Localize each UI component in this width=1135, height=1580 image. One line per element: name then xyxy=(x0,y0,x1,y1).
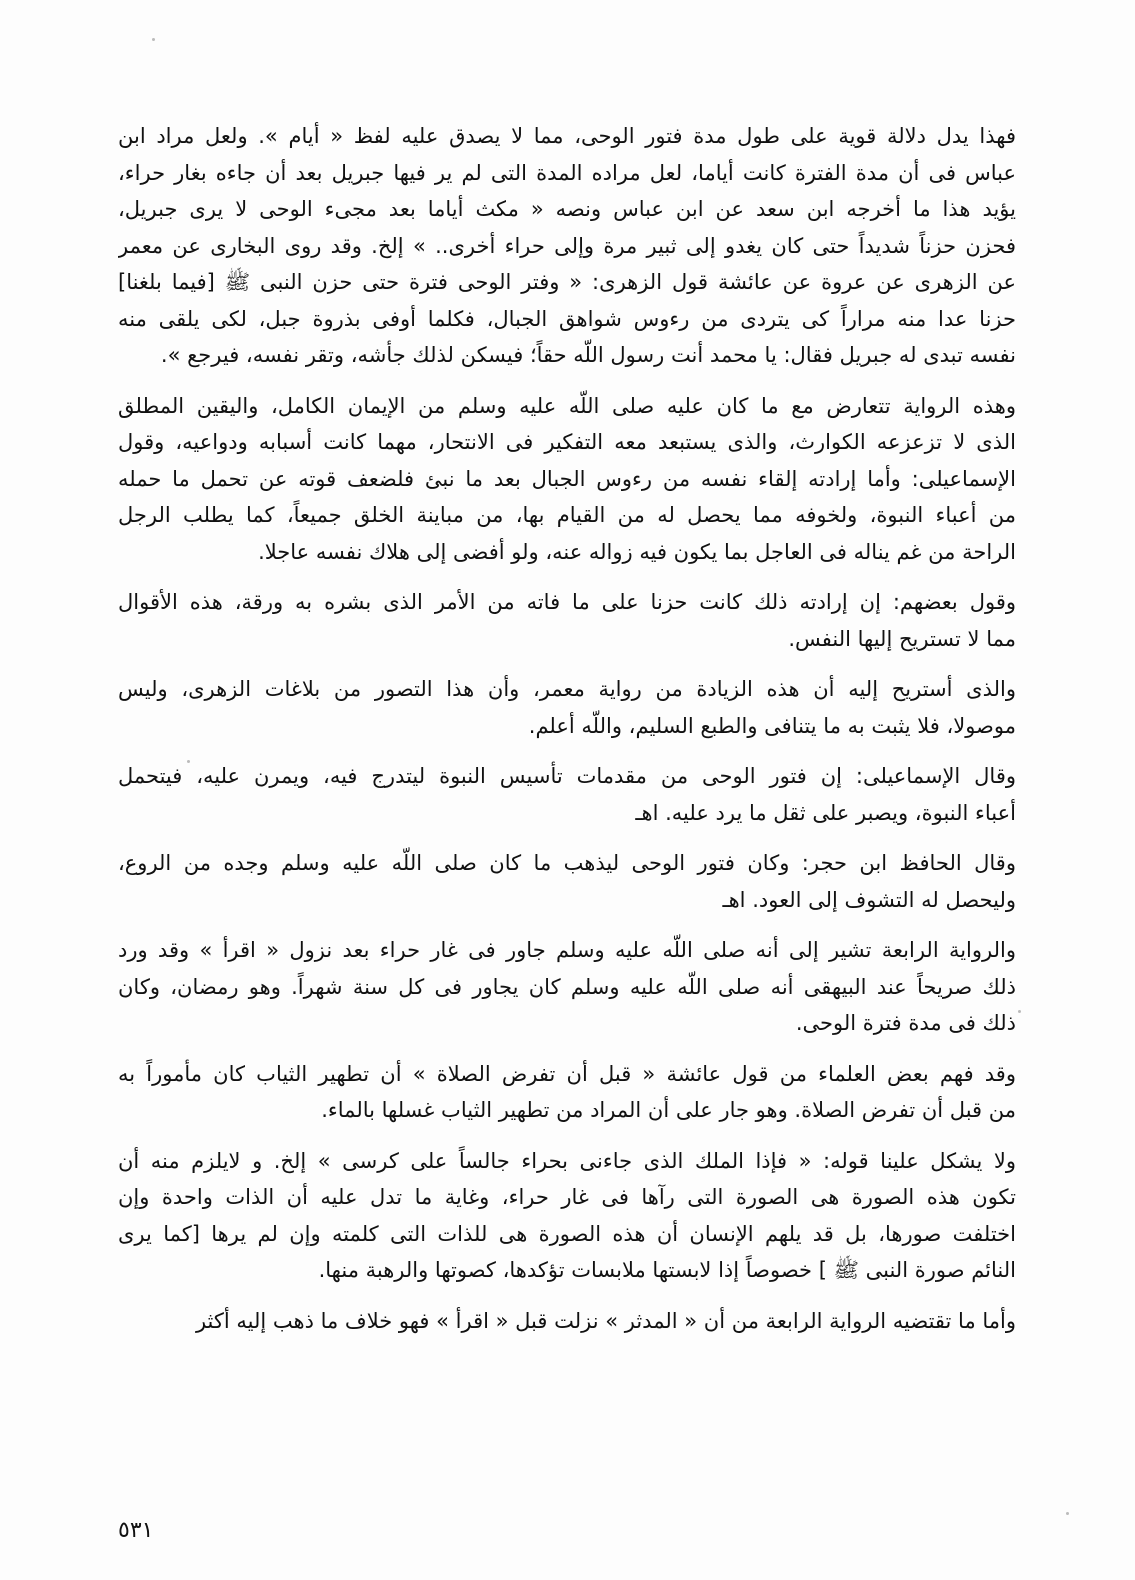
text-line: ولا يشكل علينا قوله: « فإذا الملك الذى جاءنى بحراء جالساً على كرسى » إلخ. و لايلزم منه أن xyxy=(118,1148,1016,1173)
text-line: فهذا يدل دلالة قوية على طول مدة فتور الوحى، مما لا يصدق عليه لفظ « أيام ». ولعل مراد ابن xyxy=(118,124,1016,148)
text-line: نفسه تبدى له جبريل فقال: يا محمد أنت رسول اللّه حقاً؛ فيسكن لذلك جأشه، وتقر نفسه، فيرجع ». xyxy=(160,343,1016,367)
text-line: وقال الإسماعيلى: إن فتور الوحى من مقدمات تأسيس النبوة ليتدرج فيه، ويمرن عليه، فيتحمل xyxy=(118,764,1016,788)
paragraph xyxy=(118,845,1016,918)
text-line: موصولا، فلا يثبت به ما يتنافى والطبع السليم، واللّه أعلم. xyxy=(528,713,1016,738)
text-line: عباس فى أن مدة الفترة كانت أياما، لعل مراده المدة التى لم ير فيها جبريل بعد أن جاءه بغار حراء، xyxy=(118,160,1016,185)
scan-speck xyxy=(1018,1010,1021,1013)
text-line: يؤيد هذا ما أخرجه ابن سعد عن ابن عباس ونصه « مكث أياما بعد مجىء الوحى لا يرى جبريل، xyxy=(118,197,1016,221)
text-line: وأما ما تقتضيه الرواية الرابعة من أن « المدثر » نزلت قبل « اقرأ » فهو خلاف ما ذهب إليه أكثر xyxy=(195,1308,1016,1333)
text-line: والرواية الرابعة تشير إلى أنه صلى اللّه عليه وسلم جاور فى غار حراء بعد نزول « اقرأ » وقد ورد xyxy=(118,938,1016,962)
text-line: وقول بعضهم: إن إرادته ذلك كانت حزنا على ما فاته من الأمر الذى بشره به ورقة، هذه الأقوال xyxy=(118,590,1016,614)
text-line: من أعباء النبوة، ولخوفه مما يحصل له من القيام بها، من مباينة الخلق جميعاً، كما يطلب الرجل xyxy=(118,503,1016,527)
body-text xyxy=(118,118,1016,1353)
paragraph xyxy=(118,388,1016,571)
text-line: وهذه الرواية تتعارض مع ما كان عليه صلى اللّه عليه وسلم من الإيمان الكامل، واليقين المطلق xyxy=(118,393,1016,418)
text-line: وليحصل له التشوف إلى العود. اهـ xyxy=(722,887,1016,912)
page-number: ٥٣١ xyxy=(118,1518,154,1543)
text-line: اختلفت صورها، بل قد يلهم الإنسان أن هذه الصورة هى للذات التى كلمته وإن لم يرها [كما يرى xyxy=(118,1221,1016,1246)
scan-speck xyxy=(152,38,155,41)
paragraph xyxy=(118,1056,1016,1129)
text-line: حزنا عدا منه مراراً كى يتردى من رءوس شواهق الجبال، فكلما أوفى بذروة جبل، لكى يلقى منه xyxy=(118,306,1016,331)
text-line: وقد فهم بعض العلماء من قول عائشة « قبل أن تفرض الصلاة » أن تطهير الثياب كان مأموراً به xyxy=(118,1061,1016,1086)
paragraph xyxy=(118,932,1016,1042)
text-line: وقال الحافظ ابن حجر: وكان فتور الوحى ليذهب ما كان صلى اللّه عليه وسلم وجده من الروع، xyxy=(118,851,1016,875)
paragraph xyxy=(118,584,1016,657)
text-line: أعباء النبوة، ويصبر على ثقل ما يرد عليه. اهـ xyxy=(635,800,1016,825)
scan-speck xyxy=(187,760,190,763)
text-line: النائم صورة النبى ﷺ ] خصوصاً إذا لابستها ملابسات تؤكدها، كصوتها والرهبة منها. xyxy=(318,1258,1016,1282)
paragraph xyxy=(118,671,1016,744)
text-line: مما لا تستريح إليها النفس. xyxy=(788,626,1016,651)
text-line: الذى لا تزعزعه الكوارث، والذى يستبعد معه التفكير فى الانتحار، مهما كانت أسبابه ودواعيه، وقول xyxy=(118,430,1016,454)
text-line: ذلك فى مدة فترة الوحى. xyxy=(795,1011,1016,1035)
text-line: والذى أستريح إليه أن هذه الزيادة من رواية معمر، وأن هذا التصور من بلاغات الزهرى، وليس xyxy=(118,677,1016,701)
text-line: الراحة من غم يناله فى العاجل بما يكون فيه زواله عنه، ولو أفضى إلى هلاك نفسه عاجلا. xyxy=(258,539,1016,564)
text-line: الإسماعيلى: وأما إرادته إلقاء نفسه من رءوس الجبال بعد ما نبئ فلضعف قوته عن تحمل ما حمله xyxy=(118,466,1016,491)
text-line: تكون هذه الصورة هى الصورة التى رآها فى غار حراء، وغاية ما تدل عليه أن الذات واحدة وإن xyxy=(118,1185,1016,1209)
text-line: عن الزهرى عن عروة عن عائشة قول الزهرى: « وفتر الوحى فترة حتى حزن النبى ﷺ [فيما بلغنا] xyxy=(118,270,1016,294)
scan-speck xyxy=(1066,1512,1069,1515)
text-line: من قبل أن تفرض الصلاة. وهو جار على أن المراد من تطهير الثياب غسلها بالماء. xyxy=(321,1098,1016,1122)
paragraph xyxy=(118,758,1016,831)
paragraph xyxy=(118,1303,1016,1340)
text-line: فحزن حزناً شديداً حتى كان يغدو إلى ثبير مرة وإلى حراء أخرى.. » إلخ. وقد روى البخارى عن معمر xyxy=(118,233,1016,258)
paragraph xyxy=(118,118,1016,374)
paragraph xyxy=(118,1143,1016,1289)
text-line: ذلك صريحاً عند البيهقى أنه صلى اللّه عليه وسلم كان يجاور فى كل سنة شهراً. وهو رمضان، وكان xyxy=(118,974,1016,999)
